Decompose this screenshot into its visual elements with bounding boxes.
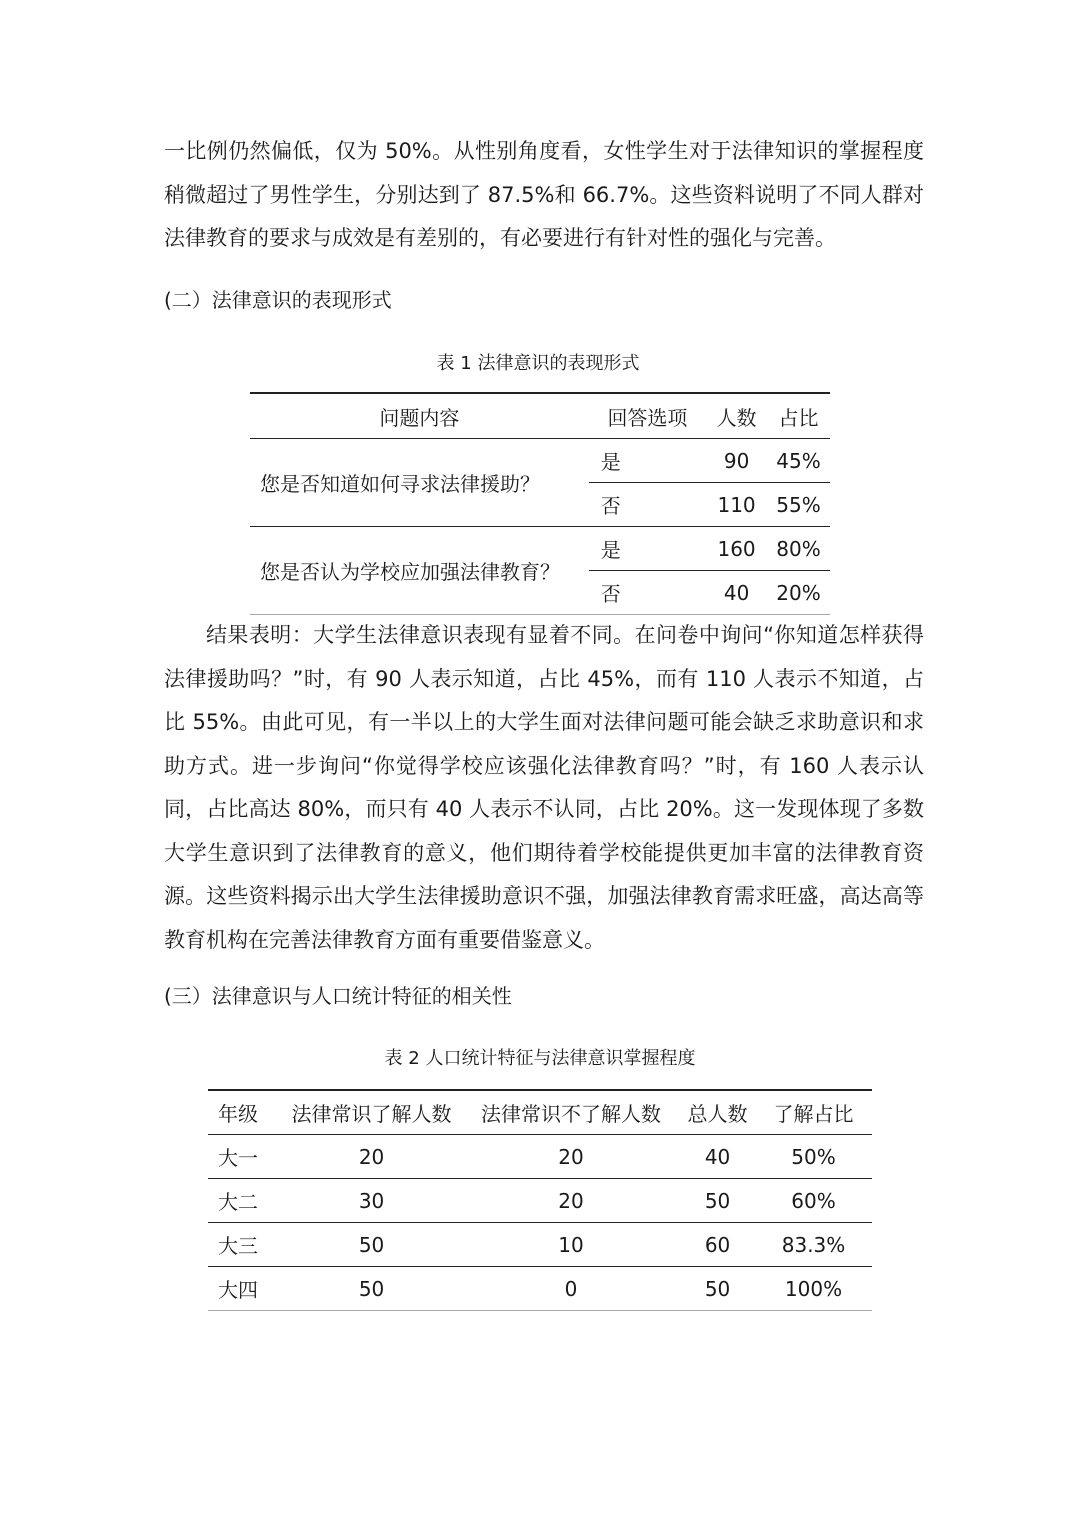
table-row bbox=[208, 1179, 872, 1223]
table2-ratio-cell: 83.3% bbox=[755, 1223, 872, 1267]
table2-ratio-cell: 60% bbox=[755, 1179, 872, 1223]
table-row bbox=[250, 527, 830, 571]
table1-header-count: 人数 bbox=[706, 393, 767, 439]
table2-total-cell: 50 bbox=[680, 1267, 755, 1311]
table2-ratio-cell: 100% bbox=[755, 1267, 872, 1311]
table-row bbox=[208, 1267, 872, 1311]
table2-grade-cell: 大二 bbox=[208, 1179, 281, 1223]
table2-grade-cell: 大三 bbox=[208, 1223, 281, 1267]
table1-count-cell: 40 bbox=[706, 571, 767, 615]
table2-unknown-cell: 0 bbox=[462, 1267, 680, 1311]
table2-ratio-cell: 50% bbox=[755, 1135, 872, 1179]
table2-know-cell: 20 bbox=[281, 1135, 462, 1179]
table1-legal-awareness bbox=[250, 392, 830, 615]
result-paragraph: 结果表明：大学生法律意识表现有显着不同。在问卷中询问“你知道怎样获得法律援助吗？”时，有 90 人表示知道，占比 45%，而有 110 人表示不知道，占比 55%。由此可见，有一半以上的大学生面对法律问题可能会缺乏求助意识和求助方式。进一步询问“你觉得学校应该强化法律教育吗？”时，有 160 人表示认同，占比高达 80%，而只有 40 人表示不认同，占比 20%。这一发现体现了多数大学生意识到了法律教育的意义，他们期待着学校能提供更加丰富的法律教育资源。这些资料揭示出大学生法律援助意识不强，加强法律教育需求旺盛，高达高等教育机构在完善法律教育方面有重要借鉴意义。 bbox=[164, 623, 924, 952]
table2-unknown-cell: 20 bbox=[462, 1135, 680, 1179]
table2-grade-cell: 大四 bbox=[208, 1267, 281, 1311]
table2-total-cell: 60 bbox=[680, 1223, 755, 1267]
section-heading-2: (二）法律意识的表现形式 bbox=[164, 288, 392, 312]
section-heading-3: (三）法律意识与人口统计特征的相关性 bbox=[164, 984, 512, 1008]
table2-know-cell: 50 bbox=[281, 1223, 462, 1267]
table1-answer-cell: 否 bbox=[589, 571, 706, 615]
table1-question-cell: 您是否认为学校应加强法律教育？ bbox=[250, 527, 589, 615]
table1-percent-cell: 80% bbox=[767, 527, 830, 571]
table1-answer-cell: 是 bbox=[589, 527, 706, 571]
table2-header-know: 法律常识了解人数 bbox=[281, 1090, 462, 1135]
table1-question-cell: 您是否知道如何寻求法律援助？ bbox=[250, 439, 589, 527]
table1-count-cell: 160 bbox=[706, 527, 767, 571]
table-row bbox=[208, 1135, 872, 1179]
table1-header-row bbox=[250, 393, 830, 439]
table1-answer-cell: 是 bbox=[589, 439, 706, 483]
table2-header-grade: 年级 bbox=[208, 1090, 281, 1135]
intro-paragraph: 一比例仍然偏低，仅为 50%。从性别角度看，女性学生对于法律知识的掌握程度稍微超过了男性学生，分别达到了 87.5%和 66.7%。这些资料说明了不同人群对法律教育的要求与成效是有差别的，有必要进行有针对性的强化与完善。 bbox=[164, 139, 924, 250]
table2-demographics bbox=[208, 1089, 872, 1311]
table2-unknown-cell: 20 bbox=[462, 1179, 680, 1223]
table1-header-answer: 回答选项 bbox=[589, 393, 706, 439]
table2-total-cell: 40 bbox=[680, 1135, 755, 1179]
table2-caption: 表 2 人口统计特征与法律意识掌握程度 bbox=[384, 1048, 696, 1069]
table-row bbox=[208, 1223, 872, 1267]
table2-know-cell: 50 bbox=[281, 1267, 462, 1311]
table1-percent-cell: 55% bbox=[767, 483, 830, 527]
table1-percent-cell: 20% bbox=[767, 571, 830, 615]
table2-header-ratio: 了解占比 bbox=[755, 1090, 872, 1135]
table1-answer-cell: 否 bbox=[589, 483, 706, 527]
table2-know-cell: 30 bbox=[281, 1179, 462, 1223]
table1-count-cell: 110 bbox=[706, 483, 767, 527]
table1-count-cell: 90 bbox=[706, 439, 767, 483]
table-row bbox=[250, 439, 830, 483]
table2-unknown-cell: 10 bbox=[462, 1223, 680, 1267]
table2-total-cell: 50 bbox=[680, 1179, 755, 1223]
table1-caption: 表 1 法律意识的表现形式 bbox=[436, 353, 640, 374]
table1-header-question: 问题内容 bbox=[250, 393, 589, 439]
table2-header-row bbox=[208, 1090, 872, 1135]
table2-header-total: 总人数 bbox=[680, 1090, 755, 1135]
table2-grade-cell: 大一 bbox=[208, 1135, 281, 1179]
table2-header-unknown: 法律常识不了解人数 bbox=[462, 1090, 680, 1135]
table1-percent-cell: 45% bbox=[767, 439, 830, 483]
table1-header-percent: 占比 bbox=[767, 393, 830, 439]
